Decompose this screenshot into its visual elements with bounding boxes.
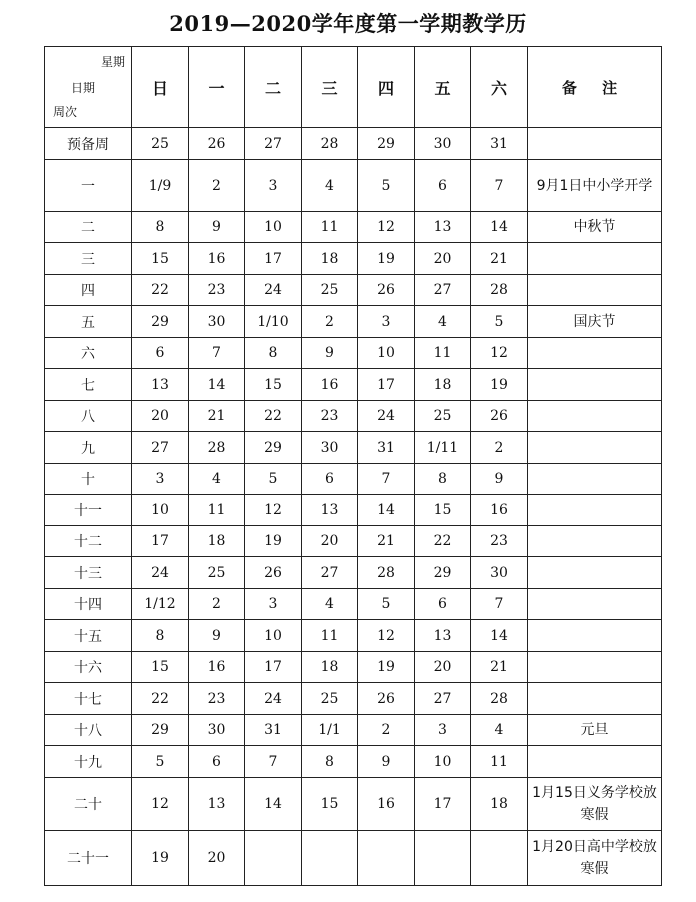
note-cell xyxy=(528,401,662,432)
date-cell: 12 xyxy=(471,338,528,369)
week-cell: 十八 xyxy=(45,715,132,746)
date-cell: 24 xyxy=(132,557,189,589)
note-cell xyxy=(528,338,662,369)
week-cell: 九 xyxy=(45,432,132,464)
table-row xyxy=(45,432,662,464)
week-cell: 十七 xyxy=(45,683,132,715)
date-cell: 5 xyxy=(245,464,302,495)
date-cell: 4 xyxy=(302,589,358,620)
date-cell: 23 xyxy=(189,275,245,306)
date-cell: 13 xyxy=(132,369,189,401)
calendar-table xyxy=(44,46,662,886)
date-cell: 8 xyxy=(302,746,358,778)
date-cell: 6 xyxy=(132,338,189,369)
table-row xyxy=(45,275,662,306)
date-cell: 12 xyxy=(358,620,415,652)
date-cell: 11 xyxy=(189,495,245,526)
week-cell: 四 xyxy=(45,275,132,306)
date-cell: 27 xyxy=(415,275,471,306)
week-cell: 八 xyxy=(45,401,132,432)
date-cell: 2 xyxy=(189,589,245,620)
header-mon: 一 xyxy=(189,47,245,128)
date-cell: 28 xyxy=(302,128,358,160)
date-cell: 19 xyxy=(132,831,189,886)
date-cell: 2 xyxy=(358,715,415,746)
date-cell: 19 xyxy=(358,652,415,683)
header-sun: 日 xyxy=(132,47,189,128)
date-cell: 2 xyxy=(189,160,245,212)
date-cell: 26 xyxy=(189,128,245,160)
date-cell: 3 xyxy=(132,464,189,495)
date-cell: 14 xyxy=(471,212,528,243)
date-cell: 25 xyxy=(302,275,358,306)
table-row xyxy=(45,746,662,778)
date-cell: 6 xyxy=(415,160,471,212)
date-cell: 18 xyxy=(302,652,358,683)
date-cell: 5 xyxy=(358,160,415,212)
note-cell: 国庆节 xyxy=(528,306,662,338)
date-cell: 7 xyxy=(189,338,245,369)
date-cell xyxy=(245,831,302,886)
date-cell: 5 xyxy=(358,589,415,620)
date-cell: 24 xyxy=(245,275,302,306)
date-cell: 5 xyxy=(132,746,189,778)
date-cell: 3 xyxy=(358,306,415,338)
date-cell: 22 xyxy=(245,401,302,432)
week-cell: 十一 xyxy=(45,495,132,526)
date-cell: 10 xyxy=(415,746,471,778)
date-cell: 29 xyxy=(358,128,415,160)
date-cell: 9 xyxy=(471,464,528,495)
date-cell: 14 xyxy=(245,778,302,831)
date-cell: 8 xyxy=(245,338,302,369)
date-cell: 25 xyxy=(302,683,358,715)
week-cell: 七 xyxy=(45,369,132,401)
date-cell: 9 xyxy=(189,212,245,243)
date-cell: 6 xyxy=(189,746,245,778)
header-wed: 三 xyxy=(302,47,358,128)
date-cell: 19 xyxy=(471,369,528,401)
date-cell: 30 xyxy=(471,557,528,589)
date-cell: 9 xyxy=(302,338,358,369)
date-cell: 22 xyxy=(132,683,189,715)
page-title: 2019—2020学年度第一学期教学历 xyxy=(169,11,527,36)
date-cell: 8 xyxy=(132,212,189,243)
date-cell xyxy=(358,831,415,886)
note-cell xyxy=(528,432,662,464)
date-cell: 3 xyxy=(415,715,471,746)
header-thu: 四 xyxy=(358,47,415,128)
date-cell: 28 xyxy=(471,275,528,306)
note-cell xyxy=(528,652,662,683)
date-cell: 11 xyxy=(302,620,358,652)
note-cell: 中秋节 xyxy=(528,212,662,243)
note-cell xyxy=(528,128,662,160)
date-cell: 20 xyxy=(302,526,358,557)
date-cell xyxy=(415,831,471,886)
date-cell: 9 xyxy=(358,746,415,778)
table-row xyxy=(45,495,662,526)
table-row xyxy=(45,557,662,589)
date-cell: 31 xyxy=(245,715,302,746)
week-cell: 三 xyxy=(45,243,132,275)
date-cell: 2 xyxy=(471,432,528,464)
date-cell xyxy=(302,831,358,886)
date-cell: 27 xyxy=(245,128,302,160)
date-cell xyxy=(471,831,528,886)
date-cell: 29 xyxy=(132,306,189,338)
date-cell: 30 xyxy=(415,128,471,160)
date-cell: 3 xyxy=(245,160,302,212)
note-cell xyxy=(528,683,662,715)
note-cell xyxy=(528,526,662,557)
date-cell: 10 xyxy=(132,495,189,526)
date-cell: 28 xyxy=(471,683,528,715)
week-cell: 二 xyxy=(45,212,132,243)
date-cell: 29 xyxy=(415,557,471,589)
date-cell: 26 xyxy=(245,557,302,589)
date-cell: 26 xyxy=(358,275,415,306)
note-cell: 9月1日中小学开学 xyxy=(528,160,662,212)
week-cell: 五 xyxy=(45,306,132,338)
date-cell: 16 xyxy=(302,369,358,401)
date-cell: 23 xyxy=(189,683,245,715)
note-cell xyxy=(528,369,662,401)
date-cell: 27 xyxy=(302,557,358,589)
note-cell: 元旦 xyxy=(528,715,662,746)
date-cell: 31 xyxy=(358,432,415,464)
date-cell: 18 xyxy=(415,369,471,401)
date-cell: 15 xyxy=(415,495,471,526)
table-row xyxy=(45,464,662,495)
date-cell: 1/12 xyxy=(132,589,189,620)
date-cell: 10 xyxy=(245,620,302,652)
date-cell: 23 xyxy=(471,526,528,557)
note-cell xyxy=(528,243,662,275)
corner-week-label: 星期 xyxy=(100,55,125,69)
date-cell: 16 xyxy=(471,495,528,526)
week-cell: 十 xyxy=(45,464,132,495)
date-cell: 13 xyxy=(189,778,245,831)
date-cell: 9 xyxy=(189,620,245,652)
date-cell: 3 xyxy=(245,589,302,620)
table-row xyxy=(45,620,662,652)
date-cell: 10 xyxy=(358,338,415,369)
date-cell: 18 xyxy=(189,526,245,557)
date-cell: 21 xyxy=(471,243,528,275)
date-cell: 30 xyxy=(189,306,245,338)
date-cell: 22 xyxy=(132,275,189,306)
note-cell xyxy=(528,620,662,652)
header-note: 备 注 xyxy=(528,47,662,128)
table-row xyxy=(45,652,662,683)
note-cell: 1月15日义务学校放寒假 xyxy=(528,778,662,831)
date-cell: 1/11 xyxy=(415,432,471,464)
week-cell: 十四 xyxy=(45,589,132,620)
date-cell: 24 xyxy=(358,401,415,432)
date-cell: 11 xyxy=(415,338,471,369)
date-cell: 14 xyxy=(189,369,245,401)
table-row xyxy=(45,526,662,557)
date-cell: 6 xyxy=(302,464,358,495)
date-cell: 25 xyxy=(132,128,189,160)
date-cell: 1/1 xyxy=(302,715,358,746)
date-cell: 17 xyxy=(245,652,302,683)
date-cell: 29 xyxy=(245,432,302,464)
date-cell: 8 xyxy=(415,464,471,495)
table-row xyxy=(45,715,662,746)
date-cell: 16 xyxy=(358,778,415,831)
table-row xyxy=(45,128,662,160)
date-cell: 4 xyxy=(302,160,358,212)
date-cell: 7 xyxy=(471,160,528,212)
date-cell: 17 xyxy=(132,526,189,557)
date-cell: 17 xyxy=(358,369,415,401)
date-cell: 14 xyxy=(471,620,528,652)
date-cell: 26 xyxy=(358,683,415,715)
note-cell: 1月20日高中学校放寒假 xyxy=(528,831,662,886)
date-cell: 15 xyxy=(245,369,302,401)
date-cell: 20 xyxy=(189,831,245,886)
date-cell: 28 xyxy=(189,432,245,464)
note-cell xyxy=(528,746,662,778)
date-cell: 26 xyxy=(471,401,528,432)
date-cell: 11 xyxy=(302,212,358,243)
date-cell: 19 xyxy=(245,526,302,557)
table-row xyxy=(45,831,662,886)
corner-weeknum-label: 周次 xyxy=(53,105,78,119)
week-cell: 十二 xyxy=(45,526,132,557)
date-cell: 23 xyxy=(302,401,358,432)
note-cell xyxy=(528,275,662,306)
note-cell xyxy=(528,589,662,620)
header-tue: 二 xyxy=(245,47,302,128)
date-cell: 13 xyxy=(302,495,358,526)
date-cell: 1/9 xyxy=(132,160,189,212)
date-cell: 2 xyxy=(302,306,358,338)
date-cell: 13 xyxy=(415,212,471,243)
date-cell: 25 xyxy=(415,401,471,432)
table-row xyxy=(45,306,662,338)
table-row xyxy=(45,212,662,243)
date-cell: 15 xyxy=(132,652,189,683)
week-cell: 十五 xyxy=(45,620,132,652)
date-cell: 1/10 xyxy=(245,306,302,338)
table-row xyxy=(45,778,662,831)
date-cell: 10 xyxy=(245,212,302,243)
table-row xyxy=(45,160,662,212)
date-cell: 30 xyxy=(302,432,358,464)
table-row xyxy=(45,589,662,620)
note-cell xyxy=(528,557,662,589)
date-cell: 19 xyxy=(358,243,415,275)
date-cell: 20 xyxy=(415,652,471,683)
date-cell: 4 xyxy=(189,464,245,495)
date-cell: 18 xyxy=(302,243,358,275)
date-cell: 30 xyxy=(189,715,245,746)
date-cell: 6 xyxy=(415,589,471,620)
header-fri: 五 xyxy=(415,47,471,128)
week-cell: 二十一 xyxy=(45,831,132,886)
date-cell: 17 xyxy=(415,778,471,831)
date-cell: 7 xyxy=(245,746,302,778)
date-cell: 20 xyxy=(415,243,471,275)
week-cell: 十九 xyxy=(45,746,132,778)
date-cell: 17 xyxy=(245,243,302,275)
date-cell: 28 xyxy=(358,557,415,589)
date-cell: 31 xyxy=(471,128,528,160)
table-row xyxy=(45,683,662,715)
date-cell: 8 xyxy=(132,620,189,652)
corner-cell xyxy=(45,47,132,128)
date-cell: 7 xyxy=(358,464,415,495)
week-cell: 十六 xyxy=(45,652,132,683)
week-cell: 十三 xyxy=(45,557,132,589)
date-cell: 27 xyxy=(415,683,471,715)
date-cell: 15 xyxy=(132,243,189,275)
header-sat: 六 xyxy=(471,47,528,128)
date-cell: 18 xyxy=(471,778,528,831)
table-row xyxy=(45,401,662,432)
table-row xyxy=(45,243,662,275)
date-cell: 21 xyxy=(471,652,528,683)
date-cell: 29 xyxy=(132,715,189,746)
date-cell: 21 xyxy=(358,526,415,557)
table-row xyxy=(45,369,662,401)
date-cell: 22 xyxy=(415,526,471,557)
date-cell: 5 xyxy=(471,306,528,338)
week-cell: 六 xyxy=(45,338,132,369)
date-cell: 13 xyxy=(415,620,471,652)
header-row xyxy=(45,47,662,128)
date-cell: 20 xyxy=(132,401,189,432)
date-cell: 14 xyxy=(358,495,415,526)
date-cell: 11 xyxy=(471,746,528,778)
date-cell: 4 xyxy=(415,306,471,338)
date-cell: 7 xyxy=(471,589,528,620)
note-cell xyxy=(528,464,662,495)
date-cell: 21 xyxy=(189,401,245,432)
table-row xyxy=(45,338,662,369)
week-cell: 一 xyxy=(45,160,132,212)
date-cell: 12 xyxy=(132,778,189,831)
date-cell: 25 xyxy=(189,557,245,589)
date-cell: 15 xyxy=(302,778,358,831)
date-cell: 16 xyxy=(189,243,245,275)
note-cell xyxy=(528,495,662,526)
week-cell: 二十 xyxy=(45,778,132,831)
date-cell: 12 xyxy=(358,212,415,243)
date-cell: 24 xyxy=(245,683,302,715)
date-cell: 16 xyxy=(189,652,245,683)
date-cell: 12 xyxy=(245,495,302,526)
date-cell: 27 xyxy=(132,432,189,464)
corner-date-label: 日期 xyxy=(71,81,96,95)
date-cell: 4 xyxy=(471,715,528,746)
week-cell: 预备周 xyxy=(45,128,132,160)
